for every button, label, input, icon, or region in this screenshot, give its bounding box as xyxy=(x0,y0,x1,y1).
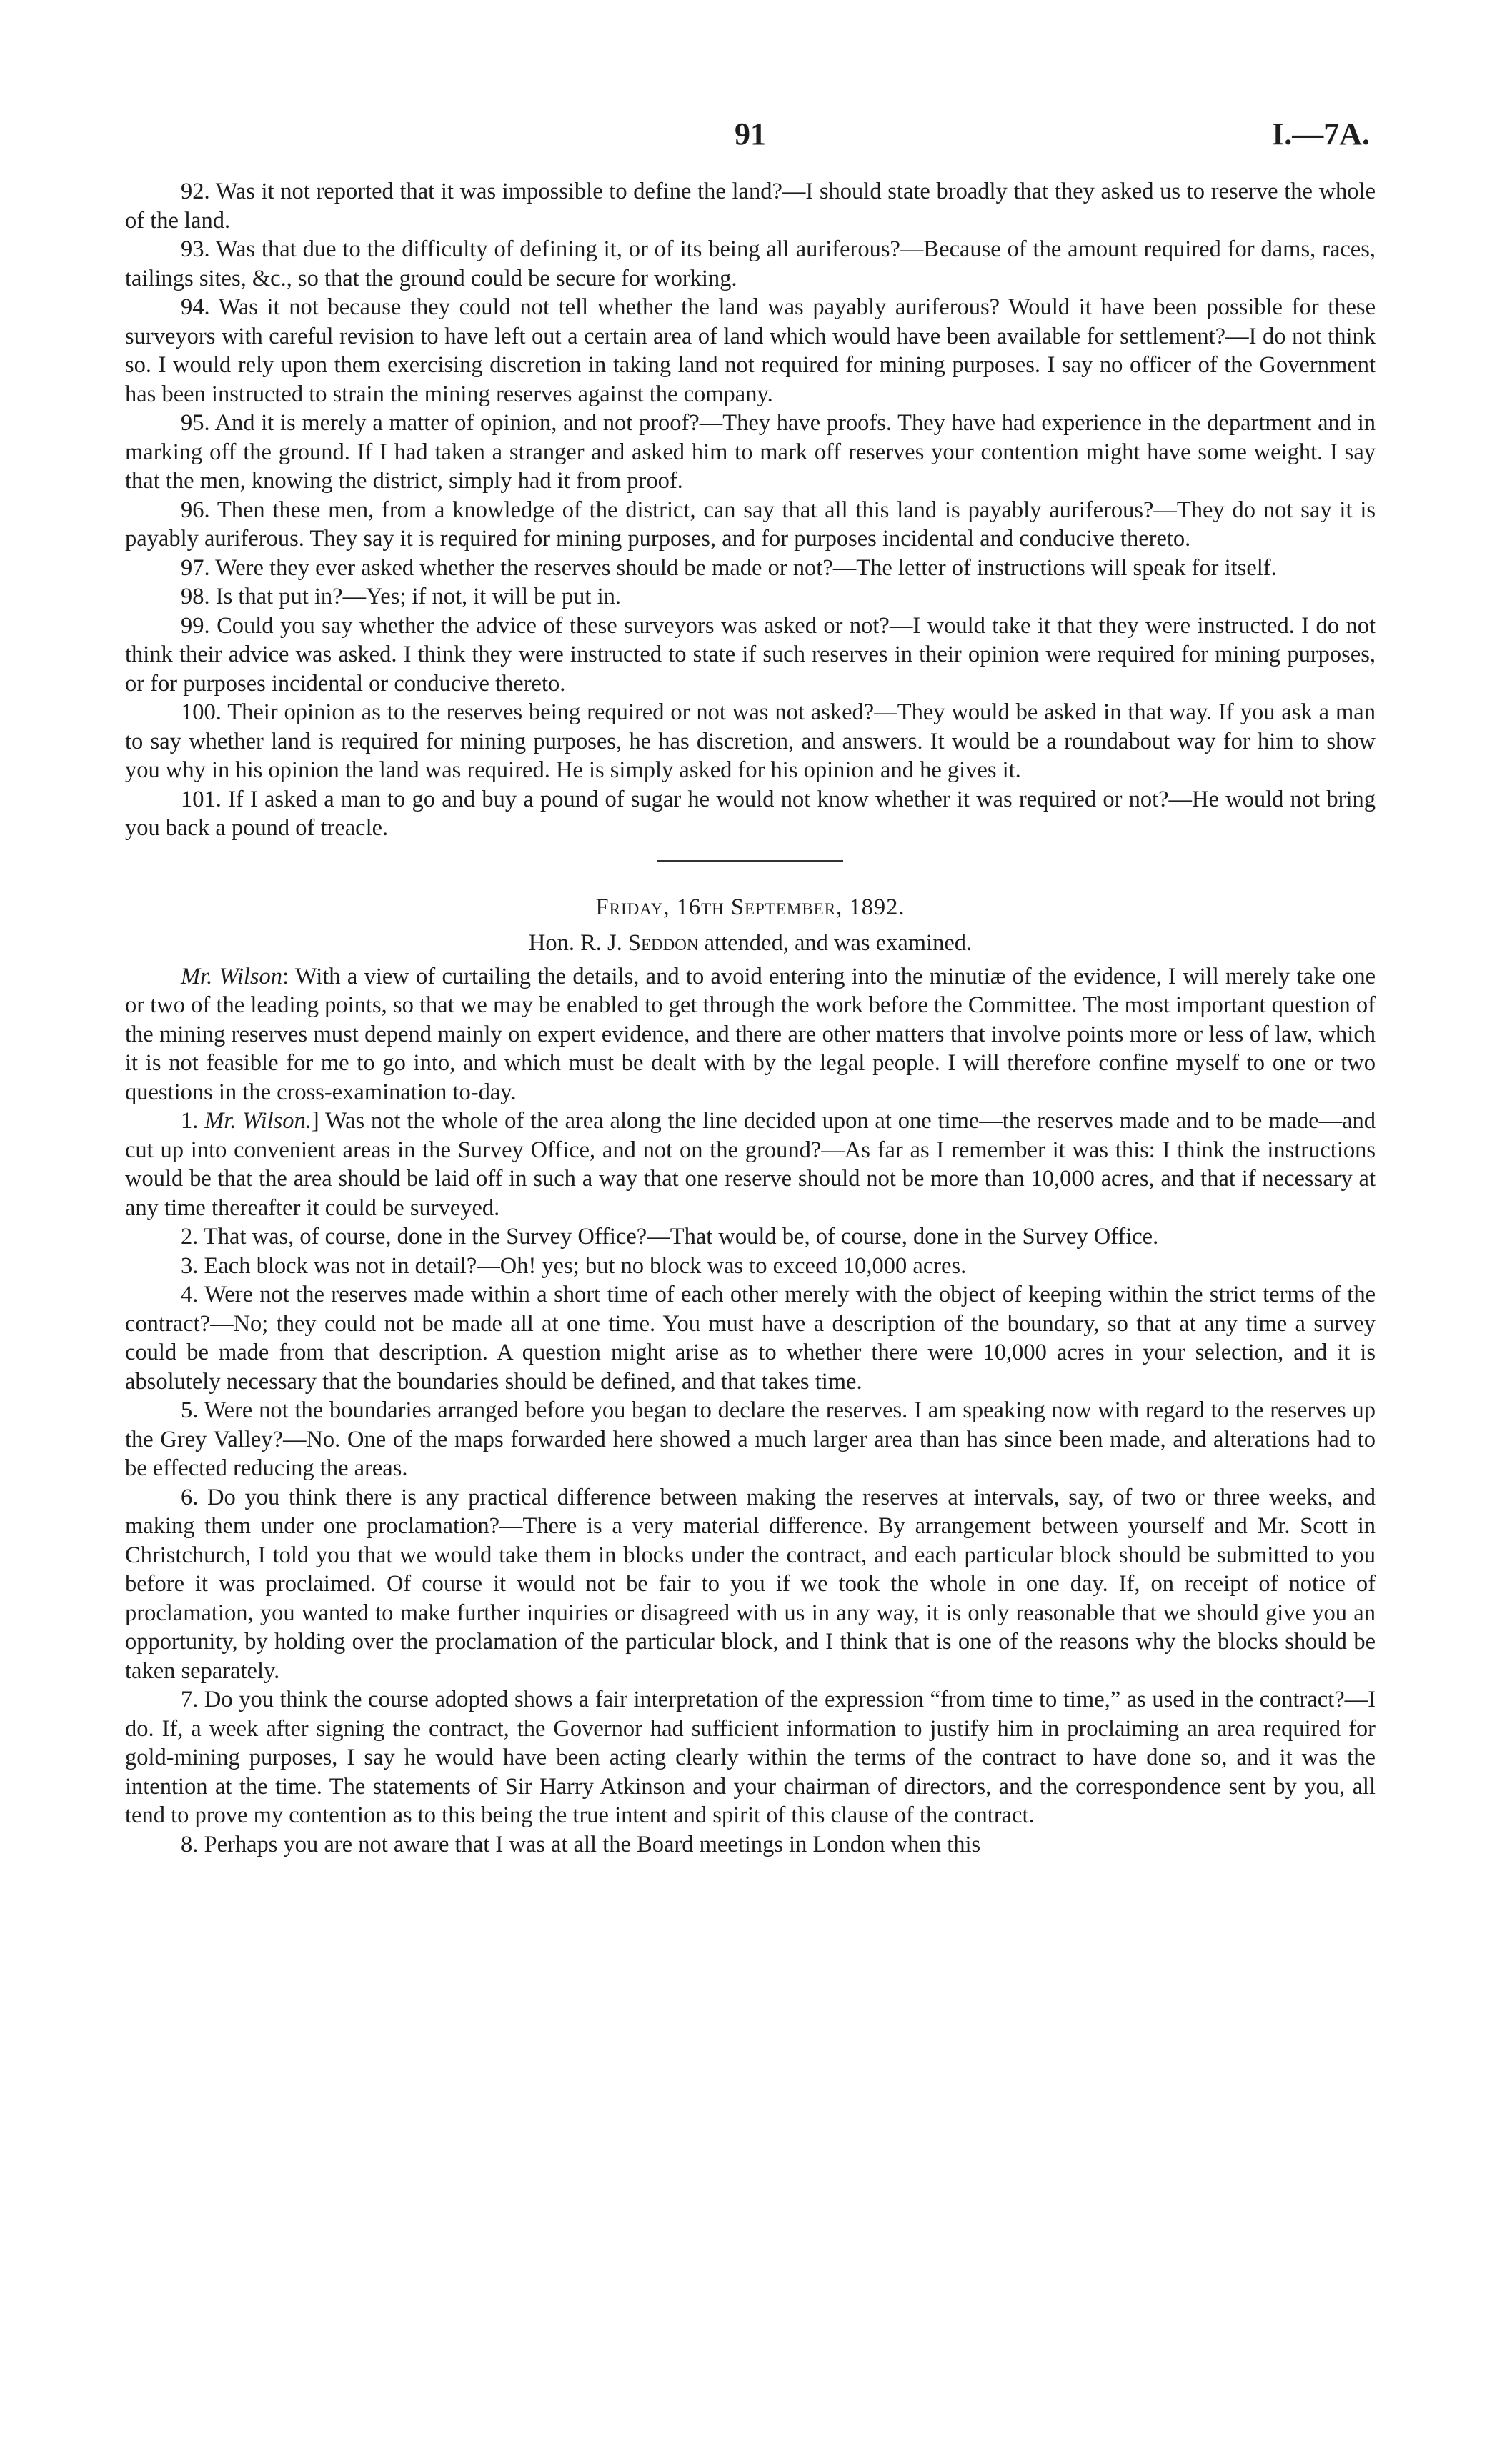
qa-paragraph-94: 94. Was it not because they could not tell whether the land was payably auriferous? Would it have been possible for these surveyors with careful revision to have left out a certain area of land which would have been available for settlement?—I do not think so. I would rely upon them exercising discretion in taking land not required for mining purposes. I say no officer of the Government has been instructed to strain the mining reserves against the company. xyxy=(125,294,1376,407)
page-header xyxy=(125,107,1376,171)
qa-paragraph-2: 2. That was, of course, done in the Survey Office?—That would be, of course, done in the Survey Office. xyxy=(181,1224,1159,1250)
evidence-block-1 xyxy=(125,177,1376,843)
qa-paragraph-100: 100. Their opinion as to the reserves being required or not was not asked?—They would be asked in that way. If you ask a man to say whether land is required for mining purposes, he has discretion, and answers. It would be a roundabout way for him to show you why in his opinion the land was required. He is simply asked for his opinion and he gives it. xyxy=(125,699,1376,783)
qa-paragraph-101: 101. If I asked a man to go and buy a pound of sugar he would not know whether it was required or not?—He would not bring you back a pound of treacle. xyxy=(125,786,1376,841)
intro-statement xyxy=(125,962,1376,1107)
intro-text: : With a view of curtailing the details, and to avoid entering into the minutiæ of the evidence, I will merely take one or two of the leading points, so that we may be enabled to get through the work before the Committee. The most important question of the mining reserves must depend mainly on expert evidence, and there are other matters that involve points more or less of law, which it is not feasible for me to go into, and which must be dealt with by the legal people. I will therefore confine myself to one or two questions in the cross-examination to-day. xyxy=(125,963,1376,1105)
qa-paragraph-97: 97. Were they ever asked whether the reserves should be made or not?—The letter of instructions will speak for itself. xyxy=(181,554,1277,581)
qa-paragraph-8: 8. Perhaps you are not aware that I was at all the Board meetings in London when this xyxy=(181,1831,981,1857)
document-reference: I.—7A. xyxy=(1272,116,1370,151)
section-divider xyxy=(657,860,843,862)
qa-paragraph-99: 99. Could you say whether the advice of these surveyors was asked or not?—I would take it that they were instructed. I do not think their advice was asked. I think they were instructed to state if such reserves in their opinion were required for mining purposes, or for purposes incidental or conducive thereto. xyxy=(125,612,1376,697)
intro-speaker: Mr. Wilson xyxy=(181,963,283,989)
question-number: 1. xyxy=(181,1108,205,1134)
qa-paragraph-98: 98. Is that put in?—Yes; if not, it will be put in. xyxy=(181,584,621,609)
witness-attendance xyxy=(125,929,1376,958)
qa-paragraph-7: 7. Do you think the course adopted shows a fair interpretation of the expression “from time to time,” as used in the contract?—I do. If, a week after signing the contract, the Governor had sufficient information to justify him in proclaiming an area required for gold-mining purposes, I say he would have been acting clearly within the terms of the contract to have done so, and it was the intention at the time. The statements of Sir Harry Atkinson and your chairman of directors, and the correspondence sent by you, all tend to prove my contention as to this being the true intent and spirit of this clause of the contract. xyxy=(125,1687,1376,1828)
witness-name: Seddon xyxy=(627,930,699,956)
qa-paragraph-92: 92. Was it not reported that it was impossible to define the land?—I should state broadly that they asked us to reserve the whole of the land. xyxy=(125,179,1376,234)
qa-paragraph-5: 5. Were not the boundaries arranged before you began to declare the reserves. I am speaking now with regard to the reserves up the Grey Valley?—No. One of the maps forwarded here showed a much larger area than has since been made, and alterations had to be effected reducing the areas. xyxy=(125,1397,1376,1481)
attendance-suffix: attended, and was examined. xyxy=(698,930,973,956)
document-page xyxy=(125,107,1376,2436)
qa-paragraph-1 xyxy=(125,1107,1376,1222)
question-text: ] Was not the whole of the area along the line decided upon at one time—the reserves made and to be made—and cut up into convenient areas in the Survey Office, and not on the ground?—As far as I remember it was this: I think the instructions would be that the area should be laid off in such a way that one reserve should not be more than 10,000 acres, and that if necessary at any time thereafter it could be surveyed. xyxy=(125,1108,1376,1221)
qa-paragraph-93: 93. Was that due to the difficulty of defining it, or of its being all auriferous?—Because of the amount required for dams, races, tailings sites, &c., so that the ground could be secure for working. xyxy=(125,236,1376,291)
qa-paragraph-4: 4. Were not the reserves made within a short time of each other merely with the object of keeping within the strict terms of the contract?—No; they could not be made all at one time. You must have a description of the boundary, so that at any time a survey could be made from that description. A question might arise as to whether there were 10,000 acres in your selection, and it is absolutely necessary that the boundaries should be defined, and that takes time. xyxy=(125,1282,1376,1395)
qa-paragraph-96: 96. Then these men, from a knowledge of the district, can say that all this land is payably auriferous?—They do not say it is payably auriferous. They say it is required for mining purposes, and for purposes incidental and conducive thereto. xyxy=(125,497,1376,552)
qa-paragraph-3: 3. Each block was not in detail?—Oh! yes; but no block was to exceed 10,000 acres. xyxy=(181,1252,967,1279)
question-speaker: Mr. Wilson. xyxy=(204,1108,312,1134)
qa-paragraph-6: 6. Do you think there is any practical difference between making the reserves at intervals, say, of two or three weeks, and making them under one proclamation?—There is a very material difference. By arrangement between yourself and Mr. Scott in Christchurch, I told you that we would take them in blocks under the contract, and each particular block should be submitted to you before it was proclaimed. Of course it would not be fair to you if we took the whole in one day. If, on receipt of notice of proclamation, you wanted to make further inquiries or disagreed with us in any way, it is only reasonable that we should give you an opportunity, by holding over the proclamation of the particular block, and I think that is one of the reasons why the blocks should be taken separately. xyxy=(125,1484,1376,1684)
evidence-block-2 xyxy=(125,1222,1376,1859)
session-date: Friday, 16th September, 1892. xyxy=(595,894,905,920)
qa-paragraph-95: 95. And it is merely a matter of opinion, and not proof?—They have proofs. They have had experience in the department and in marking off the ground. If I had taken a stranger and asked him to mark off reserves your contention might have some weight. I say that the men, knowing the district, simply had it from proof. xyxy=(125,410,1376,494)
attendance-prefix: Hon. R. J. xyxy=(528,930,628,956)
page-number: 91 xyxy=(735,116,766,151)
